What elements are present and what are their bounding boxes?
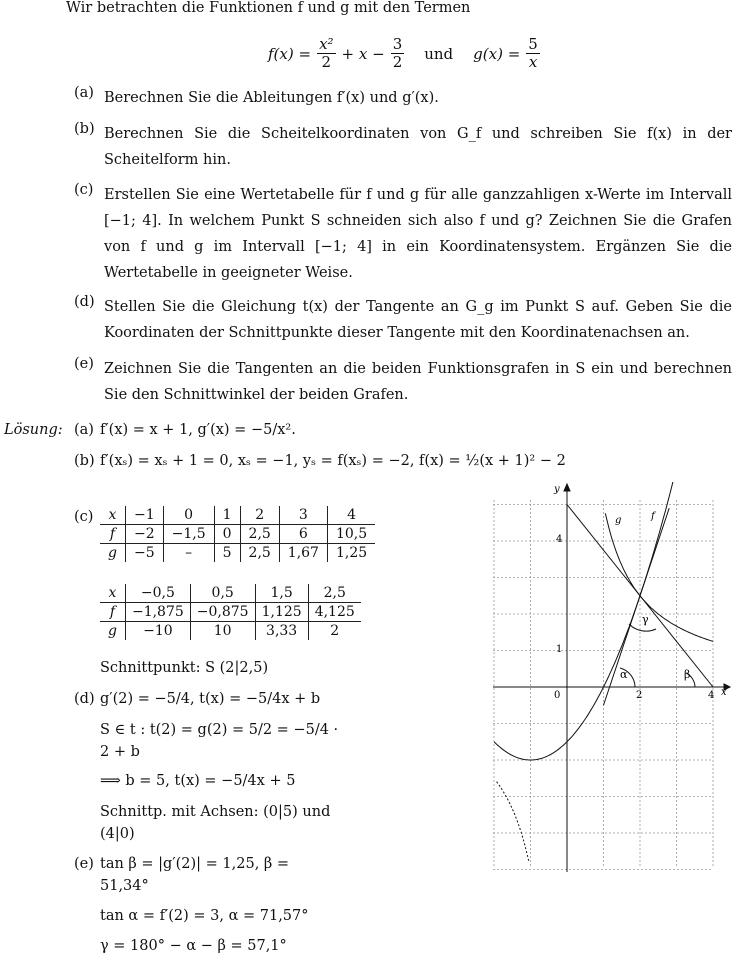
f-frac-num: x² [319,35,334,53]
table-cell: 2,5 [308,584,361,603]
table-cell: 1,125 [255,603,308,622]
graph-g-curve-left [496,781,529,861]
table-cell: 4,125 [308,603,361,622]
tick-label-2: 2 [636,690,643,701]
table-cell: g [108,623,117,639]
label-alpha: α [620,668,628,681]
label-f: f [651,511,655,522]
table-cell: 1,5 [255,584,308,603]
function-definitions [268,36,540,71]
value-table-2 [100,584,361,640]
table-cell: −1,875 [125,603,190,622]
table-cell: f [100,603,125,622]
table-cell: 5 [214,544,240,563]
table-cell: 4 [327,506,375,525]
y-axis-arrow-icon [564,484,570,491]
task-c-label: (c) [74,182,94,198]
g-den: x [528,53,538,71]
tick-label-0: 0 [554,690,561,701]
tangent-f-line [604,508,670,705]
sol-d-line4b: (4|0) [100,826,135,842]
table-cell: 10,5 [327,525,375,544]
table-cell: 6 [279,525,327,544]
table-cell: 0 [214,525,240,544]
sol-e-label: (e) [74,856,94,872]
sol-d-label: (d) [74,691,95,707]
value-table-1 [100,506,375,562]
task-d-label: (d) [74,294,95,310]
table-cell: 3,33 [255,622,308,641]
table-cell: −0,5 [125,584,190,603]
label-gamma: γ [642,613,649,626]
table-cell: −2 [125,525,163,544]
table-cell: f [100,525,125,544]
grid-lines [493,500,713,870]
table-cell: 1,25 [327,544,375,563]
f-fraction [317,36,335,71]
table1-row-f [100,525,375,544]
label-beta: β [684,668,691,681]
g-num: 5 [528,35,538,53]
sol-d-line1: g′(2) = −5/4, t(x) = −5/4x + b [100,691,321,707]
table-cell: 3 [279,506,327,525]
table-cell: −5 [125,544,163,563]
table-cell: 2 [308,622,361,641]
table2-row-f [100,603,361,622]
function-graph [488,482,733,877]
sol-e-line1b: 51,34° [100,878,149,894]
table1-row-x [100,506,375,525]
f-frac-den: 2 [321,53,332,71]
sol-d-line2a: S ∈ t : t(2) = g(2) = 5/2 = −5/4 · [100,722,339,738]
tick-label-4-y: 4 [556,534,563,545]
sol-c-label: (c) [74,509,94,525]
tick-label-4-x: 4 [708,690,715,701]
task-c-text: Erstellen Sie eine Wertetabelle für f und g für alle ganzzahligen x-Werte im Intervall [−1; 4]. In welchem Punkt S schneiden sich also f und g? Zeichnen Sie die Grafen von f und g im Intervall [−1; 4] in ein Koordinatensystem. Ergänzen Sie die Wertetabelle in geeigneter Weise. [104,187,732,281]
task-b-text: Berechnen Sie die Scheitelkoordinaten von G_f und schreiben Sie f(x) in der Scheitelform hin. [104,126,732,168]
sol-b-label: (b) [74,453,95,469]
table2-row-x [100,584,361,603]
sol-e-line2: tan α = f′(2) = 3, α = 71,57° [100,908,309,924]
f-const-fraction [391,36,405,71]
solution-heading: Lösung: [4,422,63,438]
table-cell: – [163,544,214,563]
sol-d-line3: ⟹ b = 5, t(x) = −5/4x + 5 [100,773,296,789]
task-e-text: Zeichnen Sie die Tangenten an die beiden Funktionsgrafen in S ein und berechnen Sie den Schnittwinkel der beiden Grafen. [104,361,732,403]
table2-row-g [100,622,361,641]
task-e-label: (e) [74,356,94,372]
table-cell: −0,875 [190,603,255,622]
sol-d-line2b: 2 + b [100,744,140,760]
sol-a-label: (a) [74,422,94,438]
table-cell: −1 [125,506,163,525]
table-cell: −1,5 [163,525,214,544]
table-cell: 10 [190,622,255,641]
und-word: und [424,44,454,63]
f-c-den: 2 [392,53,403,71]
label-g: g [615,515,622,526]
table1-row-g [100,544,375,563]
y-axis-label: y [554,484,560,495]
tick-label-1: 1 [556,644,563,655]
f-mid: + x − [341,44,385,63]
table-cell: g [108,545,117,561]
table-cell: 2,5 [240,525,279,544]
task-a-text: Berechnen Sie die Ableitungen f′(x) und g′(x). [104,90,439,106]
sol-e-line1a: tan β = |g′(2)| = 1,25, β = [100,856,290,872]
schnittpunkt-text: Schnittpunkt: S (2|2,5) [100,660,269,676]
table-cell: 0 [163,506,214,525]
g-fraction [526,36,540,71]
intro-text: Wir betrachten die Funktionen f und g mit den Termen [66,0,471,16]
sol-a-text: f′(x) = x + 1, g′(x) = −5/x². [100,422,296,438]
axes [493,484,730,872]
x-axis-label: x [721,687,727,698]
task-d-text: Stellen Sie die Gleichung t(x) der Tangente an G_g im Punkt S auf. Geben Sie die Koordinaten der Schnittpunkte dieser Tangente mit den Koordinatenachsen an. [104,299,732,341]
table-cell: 2 [240,506,279,525]
table-cell: 1,67 [279,544,327,563]
task-a-label: (a) [74,85,94,101]
f-lhs: f(x) = [268,44,312,63]
sol-b-text: f′(xₛ) = xₛ + 1 = 0, xₛ = −1, yₛ = f(xₛ) = −2, f(x) = ½(x + 1)² − 2 [100,453,566,469]
table-cell: x [100,584,125,603]
table-cell: 1 [214,506,240,525]
sol-e-line3: γ = 180° − α − β = 57,1° [100,938,287,954]
table-cell: x [100,506,125,525]
task-b-label: (b) [74,121,95,137]
f-c-num: 3 [392,35,403,53]
table-cell: −10 [125,622,190,641]
g-lhs: g(x) = [473,44,521,63]
table-cell: 2,5 [240,544,279,563]
sol-d-line4a: Schnittp. mit Achsen: (0|5) und [100,804,331,820]
table-cell: 0,5 [190,584,255,603]
